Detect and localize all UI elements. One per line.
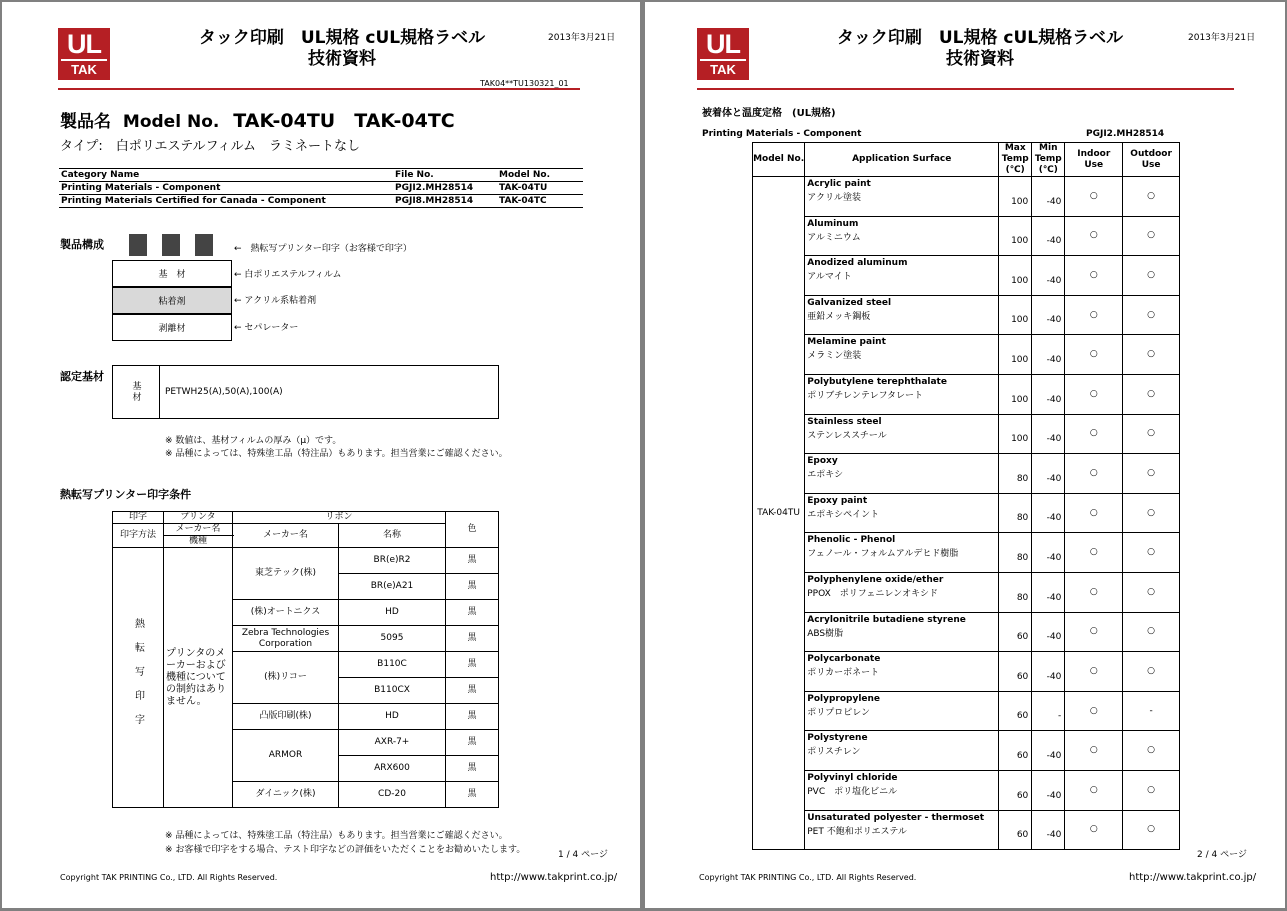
hdr-indoor: Indoor Use bbox=[1065, 143, 1123, 177]
material-row bbox=[753, 770, 1180, 810]
cat-name: Printing Materials Certified for Canada - Component bbox=[61, 196, 326, 206]
cat-name: Printing Materials - Component bbox=[61, 183, 221, 193]
material-name-ja: アクリル塗装 bbox=[807, 193, 861, 203]
ribbon-name: ARX600 bbox=[339, 756, 446, 782]
outdoor-cell: - bbox=[1123, 691, 1180, 731]
indoor-cell: ○ bbox=[1065, 691, 1123, 731]
materials-table bbox=[752, 142, 1180, 850]
material-name-cell bbox=[805, 493, 999, 533]
indoor-cell: ○ bbox=[1065, 374, 1123, 414]
page-number: 2 / 4 ページ bbox=[1197, 850, 1247, 860]
cert-value-cell bbox=[159, 365, 499, 419]
hdr-printer: プリンタ bbox=[164, 512, 233, 524]
product-heading bbox=[60, 106, 455, 133]
cat-header-name: Category Name bbox=[61, 170, 140, 180]
material-row bbox=[753, 731, 1180, 771]
outdoor-cell: ○ bbox=[1123, 256, 1180, 296]
category-row bbox=[59, 195, 583, 208]
hdr-max-temp: Max Temp (℃) bbox=[999, 143, 1032, 177]
document-page-1 bbox=[2, 2, 640, 908]
min-temp-cell: -40 bbox=[1032, 216, 1065, 256]
ribbon-color: 黒 bbox=[446, 548, 499, 574]
material-name-ja: 亜鉛メッキ鋼板 bbox=[807, 311, 871, 322]
hdr-color: 色 bbox=[446, 512, 499, 548]
indoor-cell: ○ bbox=[1065, 256, 1123, 296]
layer-label: 粘着剤 bbox=[158, 297, 186, 307]
cat-header-model: Model No. bbox=[499, 170, 551, 180]
product-models: TAK-04TU TAK-04TC bbox=[233, 110, 455, 132]
max-temp-cell: 100 bbox=[999, 256, 1032, 296]
print-conditions-table bbox=[112, 511, 499, 808]
material-row bbox=[753, 256, 1180, 296]
outdoor-cell: ○ bbox=[1123, 493, 1180, 533]
material-row bbox=[753, 335, 1180, 375]
material-name-en: Anodized aluminum bbox=[807, 258, 908, 269]
material-name-en: Polycarbonate bbox=[807, 654, 881, 665]
cert-label: 基材 bbox=[130, 381, 141, 403]
product-model-label: Model No. bbox=[122, 112, 220, 132]
material-name-ja: アルミニウム bbox=[807, 232, 861, 243]
material-name-en: Stainless steel bbox=[807, 416, 882, 427]
ink-block bbox=[162, 234, 180, 256]
indoor-cell: ○ bbox=[1065, 216, 1123, 256]
printer-note-cell: プリンタのメーカーおよび機種についての制約はありません。 bbox=[164, 548, 233, 808]
outdoor-cell: ○ bbox=[1123, 731, 1180, 771]
min-temp-cell: - bbox=[1032, 691, 1065, 731]
material-name-en: Polypropylene bbox=[807, 693, 881, 704]
hdr-model: 機種 bbox=[164, 536, 233, 548]
site-url[interactable]: http://www.takprint.co.jp/ bbox=[1129, 872, 1257, 883]
outdoor-cell: ○ bbox=[1123, 572, 1180, 612]
outdoor-cell: ○ bbox=[1123, 295, 1180, 335]
ribbon-name: B110CX bbox=[339, 678, 446, 704]
max-temp-cell: 60 bbox=[999, 731, 1032, 771]
outdoor-cell: ○ bbox=[1123, 810, 1180, 850]
material-row bbox=[753, 652, 1180, 692]
material-name-cell bbox=[805, 295, 999, 335]
max-temp-cell: 60 bbox=[999, 652, 1032, 692]
max-temp-cell: 100 bbox=[999, 374, 1032, 414]
min-temp-cell: -40 bbox=[1032, 414, 1065, 454]
material-name-cell bbox=[805, 454, 999, 494]
outdoor-cell: ○ bbox=[1123, 335, 1180, 375]
layer-substrate bbox=[112, 260, 232, 287]
indoor-cell: ○ bbox=[1065, 335, 1123, 375]
category-row bbox=[59, 182, 583, 195]
material-name-ja: エポキシ bbox=[807, 470, 844, 481]
max-temp-cell: 60 bbox=[999, 810, 1032, 850]
ribbon-color: 黒 bbox=[446, 730, 499, 756]
hdr-ribbon-name: 名称 bbox=[339, 524, 446, 548]
indoor-cell: ○ bbox=[1065, 414, 1123, 454]
hdr-outdoor: Outdoor Use bbox=[1123, 143, 1180, 177]
material-name-en: Polystyrene bbox=[807, 733, 868, 744]
indoor-cell: ○ bbox=[1065, 810, 1123, 850]
note-line: ※ 数値は、基材フィルムの厚み（μ）です。 bbox=[165, 436, 342, 446]
hdr-min-temp: Min Temp (℃) bbox=[1032, 143, 1065, 177]
material-row bbox=[753, 691, 1180, 731]
min-temp-cell: -40 bbox=[1032, 810, 1065, 850]
ribbon-name: HD bbox=[339, 600, 446, 626]
layer-note: ← セパレーター bbox=[234, 323, 299, 333]
min-temp-cell: -40 bbox=[1032, 335, 1065, 375]
min-temp-cell: -40 bbox=[1032, 572, 1065, 612]
cert-title: 認定基材 bbox=[60, 370, 104, 383]
material-name-cell bbox=[805, 652, 999, 692]
logo-tak-text: TAK bbox=[700, 59, 746, 79]
cert-value: PETWH25(A),50(A),100(A) bbox=[165, 387, 283, 397]
layer-label: 基 材 bbox=[158, 270, 186, 280]
layer-note: ← 白ポリエステルフィルム bbox=[234, 270, 342, 280]
material-name-en: Acrylic paint bbox=[807, 179, 871, 189]
note-line: ※ 品種によっては、特殊塗工品（特注品）もあります。担当営業にご確認ください。 bbox=[165, 449, 508, 459]
material-name-ja: ポリブチレンテレフタレート bbox=[807, 390, 924, 401]
material-name-en: Polyvinyl chloride bbox=[807, 772, 898, 783]
note-line: ※ 品種によっては、特殊塗工品（特注品）もあります。担当営業にご確認ください。 bbox=[165, 831, 508, 841]
ribbon-maker: (株)リコー bbox=[233, 652, 339, 704]
ribbon-name: HD bbox=[339, 704, 446, 730]
material-name-en: Unsaturated polyester - thermoset bbox=[807, 812, 985, 823]
layer-label: 剥離材 bbox=[158, 324, 186, 334]
material-name-en: Epoxy paint bbox=[807, 495, 868, 506]
material-row bbox=[753, 216, 1180, 256]
min-temp-cell: -40 bbox=[1032, 493, 1065, 533]
logo-ul-text: UL bbox=[67, 29, 101, 59]
ribbon-maker: (株)オートニクス bbox=[233, 600, 339, 626]
cat-header-file: File No. bbox=[395, 170, 434, 180]
outdoor-cell: ○ bbox=[1123, 770, 1180, 810]
material-name-ja: PPOX ポリフェニレンオキシド bbox=[807, 588, 938, 599]
ul-tak-logo bbox=[697, 28, 749, 80]
material-name-cell bbox=[805, 572, 999, 612]
ink-block bbox=[195, 234, 213, 256]
file-number: PGJI2.MH28514 bbox=[1086, 129, 1165, 139]
material-name-cell bbox=[805, 770, 999, 810]
max-temp-cell: 100 bbox=[999, 216, 1032, 256]
outdoor-cell: ○ bbox=[1123, 454, 1180, 494]
ribbon-name: AXR-7+ bbox=[339, 730, 446, 756]
print-conditions-title: 熱転写プリンター印字条件 bbox=[60, 488, 192, 501]
ribbon-maker: 東芝テック(株) bbox=[233, 548, 339, 600]
material-row bbox=[753, 454, 1180, 494]
ribbon-maker: 凸版印刷(株) bbox=[233, 704, 339, 730]
material-name-cell bbox=[805, 810, 999, 850]
min-temp-cell: -40 bbox=[1032, 295, 1065, 335]
doc-title-line1: タック印刷 UL規格 cUL規格ラベル bbox=[836, 28, 1124, 48]
copyright: Copyright TAK PRINTING Co., LTD. All Rights Reserved. bbox=[699, 873, 917, 882]
material-name-ja: ステンレススチール bbox=[807, 430, 887, 441]
max-temp-cell: 100 bbox=[999, 335, 1032, 375]
material-row bbox=[753, 572, 1180, 612]
max-temp-cell: 100 bbox=[999, 414, 1032, 454]
outdoor-cell: ○ bbox=[1123, 177, 1180, 217]
indoor-cell: ○ bbox=[1065, 493, 1123, 533]
ribbon-name: B110C bbox=[339, 652, 446, 678]
page-number: 1 / 4 ページ bbox=[558, 850, 608, 860]
indoor-cell: ○ bbox=[1065, 295, 1123, 335]
copyright: Copyright TAK PRINTING Co., LTD. All Rights Reserved. bbox=[60, 873, 278, 882]
outdoor-cell: ○ bbox=[1123, 533, 1180, 573]
doc-code: TAK04**TU130321_01 bbox=[480, 79, 569, 88]
material-row bbox=[753, 810, 1180, 850]
material-row bbox=[753, 177, 1180, 217]
cert-label-cell bbox=[112, 365, 160, 419]
material-name-en: Polyphenylene oxide/ether bbox=[807, 574, 944, 585]
outdoor-cell: ○ bbox=[1123, 414, 1180, 454]
indoor-cell: ○ bbox=[1065, 770, 1123, 810]
layer-adhesive bbox=[112, 287, 232, 314]
ink-block bbox=[129, 234, 147, 256]
material-name-en: Phenolic - Phenol bbox=[807, 535, 896, 546]
ribbon-maker: ダイニック(株) bbox=[233, 782, 339, 808]
material-row bbox=[753, 533, 1180, 573]
ribbon-color: 黒 bbox=[446, 756, 499, 782]
material-name-cell bbox=[805, 533, 999, 573]
hdr-application: Application Surface bbox=[805, 143, 999, 177]
material-name-cell bbox=[805, 612, 999, 652]
material-name-en: Aluminum bbox=[807, 218, 859, 229]
doc-date: 2013年3月21日 bbox=[1188, 33, 1256, 43]
ribbon-name: BR(e)R2 bbox=[339, 548, 446, 574]
category-header-row bbox=[59, 169, 583, 182]
ribbon-color: 黒 bbox=[446, 574, 499, 600]
indoor-cell: ○ bbox=[1065, 533, 1123, 573]
material-name-en: Galvanized steel bbox=[807, 297, 892, 308]
ribbon-row bbox=[113, 548, 499, 574]
indoor-cell: ○ bbox=[1065, 612, 1123, 652]
material-name-cell bbox=[805, 731, 999, 771]
material-name-en: Acrylonitrile butadiene styrene bbox=[807, 614, 966, 625]
material-name-ja: エポキシペイント bbox=[807, 509, 880, 520]
category-table bbox=[59, 168, 583, 208]
ribbon-maker: ARMOR bbox=[233, 730, 339, 782]
hdr-ribbon: リボン bbox=[233, 512, 446, 524]
min-temp-cell: -40 bbox=[1032, 454, 1065, 494]
model-cell: TAK-04TU bbox=[753, 177, 805, 850]
min-temp-cell: -40 bbox=[1032, 731, 1065, 771]
hdr-method: 印字方法 bbox=[113, 524, 164, 548]
indoor-cell: ○ bbox=[1065, 572, 1123, 612]
max-temp-cell: 80 bbox=[999, 454, 1032, 494]
print-method-cell: 熱転写印字 bbox=[113, 548, 164, 808]
max-temp-cell: 100 bbox=[999, 295, 1032, 335]
indoor-cell: ○ bbox=[1065, 652, 1123, 692]
indoor-cell: ○ bbox=[1065, 177, 1123, 217]
material-name-cell bbox=[805, 374, 999, 414]
material-name-cell bbox=[805, 414, 999, 454]
ribbon-maker: Zebra Technologies Corporation bbox=[233, 626, 339, 652]
materials-body bbox=[753, 177, 1180, 850]
min-temp-cell: -40 bbox=[1032, 256, 1065, 296]
section-title: 被着体と温度定格 (UL規格) bbox=[702, 108, 836, 119]
ribbon-name: 5095 bbox=[339, 626, 446, 652]
outdoor-cell: ○ bbox=[1123, 374, 1180, 414]
ribbon-color: 黒 bbox=[446, 652, 499, 678]
min-temp-cell: -40 bbox=[1032, 533, 1065, 573]
hdr-maker: メーカー名 bbox=[164, 524, 233, 536]
material-name-en: Melamine paint bbox=[807, 337, 886, 348]
min-temp-cell: -40 bbox=[1032, 177, 1065, 217]
logo-tak-text: TAK bbox=[61, 59, 107, 79]
material-name-ja: アルマイト bbox=[807, 272, 852, 283]
ribbon-color: 黒 bbox=[446, 626, 499, 652]
max-temp-cell: 60 bbox=[999, 770, 1032, 810]
max-temp-cell: 100 bbox=[999, 177, 1032, 217]
min-temp-cell: -40 bbox=[1032, 652, 1065, 692]
material-name-ja: ポリプロピレン bbox=[807, 707, 871, 718]
max-temp-cell: 80 bbox=[999, 572, 1032, 612]
ribbon-name: BR(e)A21 bbox=[339, 574, 446, 600]
indoor-cell: ○ bbox=[1065, 454, 1123, 494]
outdoor-cell: ○ bbox=[1123, 652, 1180, 692]
header-divider bbox=[697, 88, 1234, 90]
logo-ul-text: UL bbox=[706, 29, 740, 59]
product-type: タイプ: 白ポリエステルフィルム ラミネートなし bbox=[60, 139, 361, 154]
header-divider bbox=[58, 88, 580, 90]
max-temp-cell: 80 bbox=[999, 533, 1032, 573]
site-url[interactable]: http://www.takprint.co.jp/ bbox=[490, 872, 618, 883]
product-label: 製品名 bbox=[60, 112, 111, 132]
hdr-ribbon-maker: メーカー名 bbox=[233, 524, 339, 548]
ul-tak-logo bbox=[58, 28, 110, 80]
print-header-row bbox=[113, 512, 499, 524]
doc-title-line2: 技術資料 bbox=[308, 49, 376, 69]
material-name-cell bbox=[805, 335, 999, 375]
materials-header-row bbox=[753, 143, 1180, 177]
ribbon-color: 黒 bbox=[446, 678, 499, 704]
material-row bbox=[753, 295, 1180, 335]
material-name-ja: ABS樹脂 bbox=[807, 628, 844, 639]
cat-model: TAK-04TU bbox=[499, 183, 548, 193]
outdoor-cell: ○ bbox=[1123, 216, 1180, 256]
doc-date: 2013年3月21日 bbox=[548, 33, 616, 43]
material-name-ja: PVC ポリ塩化ビニル bbox=[807, 786, 898, 797]
material-name-ja: PET 不飽和ポリエステル bbox=[807, 826, 907, 837]
min-temp-cell: -40 bbox=[1032, 770, 1065, 810]
ribbon-name: CD-20 bbox=[339, 782, 446, 808]
max-temp-cell: 80 bbox=[999, 493, 1032, 533]
ribbon-color: 黒 bbox=[446, 782, 499, 808]
cat-model: TAK-04TC bbox=[499, 196, 547, 206]
layer-liner bbox=[112, 314, 232, 341]
outdoor-cell: ○ bbox=[1123, 612, 1180, 652]
cat-file: PGJI8.MH28514 bbox=[395, 196, 474, 206]
doc-title bbox=[172, 28, 512, 70]
material-name-ja: ポリスチレン bbox=[807, 747, 861, 758]
doc-title bbox=[810, 28, 1150, 70]
material-name-en: Epoxy bbox=[807, 456, 838, 467]
min-temp-cell: -40 bbox=[1032, 612, 1065, 652]
material-name-ja: フェノール・フォルムアルデヒド樹脂 bbox=[807, 549, 959, 560]
structure-ink-note: ← 熱転写プリンター印字（お客様で印字） bbox=[234, 244, 412, 254]
max-temp-cell: 60 bbox=[999, 691, 1032, 731]
material-name-cell bbox=[805, 177, 999, 217]
hdr-model: Model No. bbox=[753, 143, 805, 177]
note-line: ※ お客様で印字をする場合、テスト印字などの評価をいただくことをお勧めいたします。 bbox=[165, 845, 526, 855]
ribbon-color: 黒 bbox=[446, 704, 499, 730]
indoor-cell: ○ bbox=[1065, 731, 1123, 771]
doc-title-line2: 技術資料 bbox=[946, 49, 1014, 69]
material-name-ja: メラミン塗装 bbox=[807, 351, 862, 362]
material-name-ja: ポリカーボネート bbox=[807, 668, 880, 679]
ribbon-color: 黒 bbox=[446, 600, 499, 626]
hdr-print: 印字 bbox=[113, 512, 164, 524]
material-row bbox=[753, 612, 1180, 652]
material-row bbox=[753, 374, 1180, 414]
min-temp-cell: -40 bbox=[1032, 374, 1065, 414]
material-row bbox=[753, 493, 1180, 533]
material-name-en: Polybutylene terephthalate bbox=[807, 376, 947, 387]
material-name-cell bbox=[805, 691, 999, 731]
structure-title: 製品構成 bbox=[60, 238, 104, 251]
document-page-2 bbox=[645, 2, 1285, 908]
doc-title-line1: タック印刷 UL規格 cUL規格ラベル bbox=[198, 28, 486, 48]
material-row bbox=[753, 414, 1180, 454]
material-name-cell bbox=[805, 256, 999, 296]
print-header-row bbox=[113, 524, 499, 536]
material-name-cell bbox=[805, 216, 999, 256]
layer-note: ← アクリル系粘着剤 bbox=[234, 296, 317, 306]
max-temp-cell: 60 bbox=[999, 612, 1032, 652]
section-subtitle: Printing Materials - Component bbox=[702, 129, 862, 139]
cat-file: PGJI2.MH28514 bbox=[395, 183, 474, 193]
